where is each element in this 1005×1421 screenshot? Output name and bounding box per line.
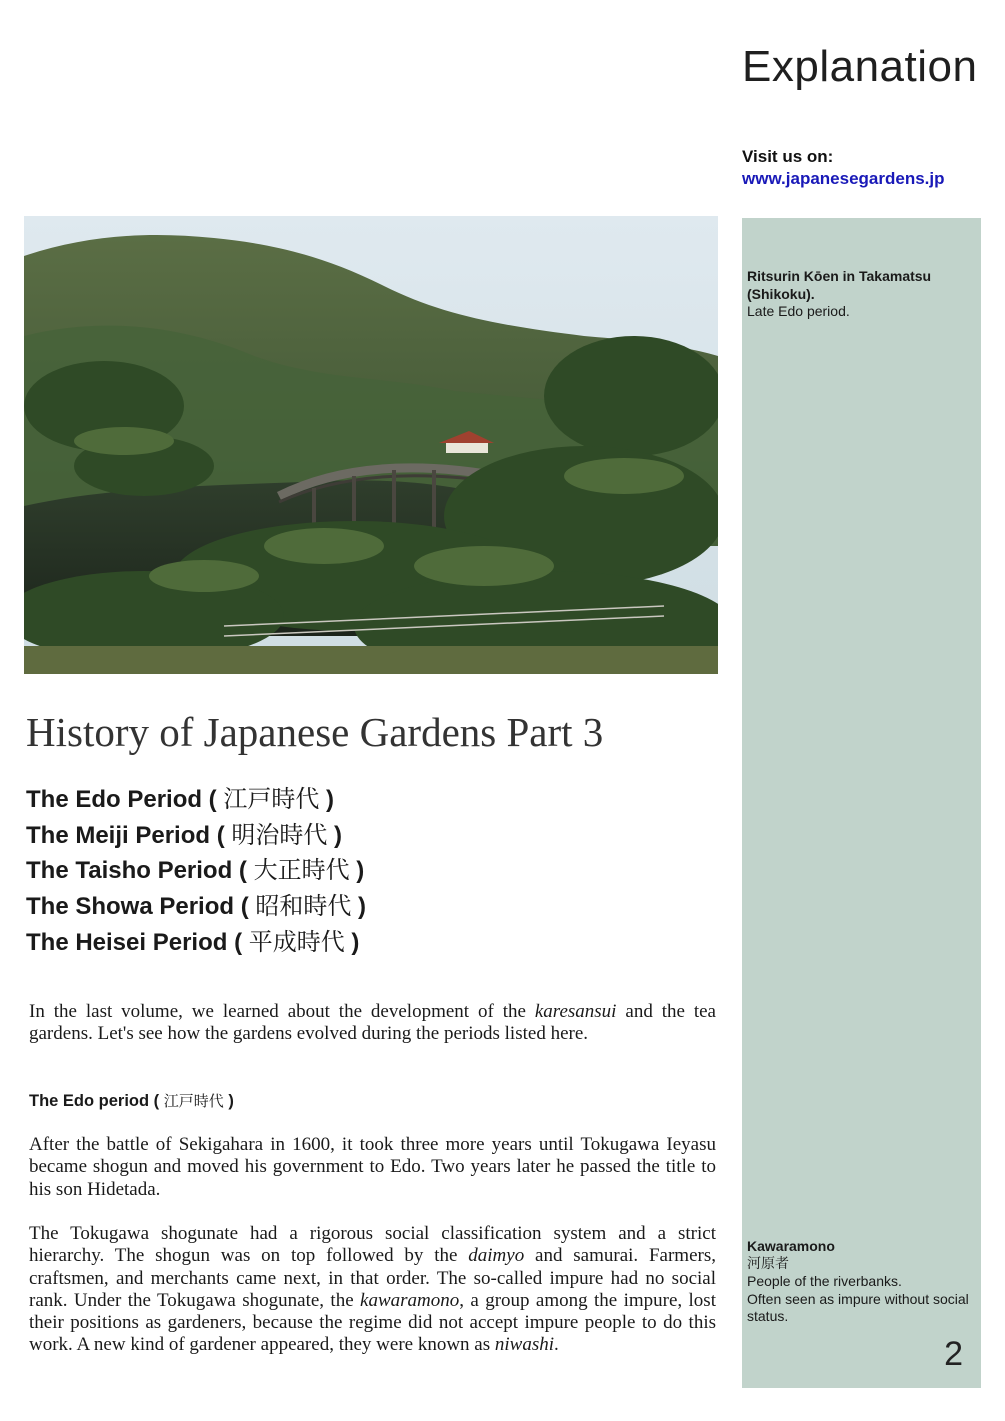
photo-caption-title: Ritsurin Kōen in Takamatsu (Shikoku). (747, 268, 932, 302)
page-number: 2 (944, 1335, 963, 1373)
period-item: The Taisho Period ( 大正時代 ) (26, 856, 365, 885)
visit-block (742, 146, 945, 190)
garden-photo (24, 216, 718, 674)
kawaramono-kanji: 河原者 (747, 1255, 789, 1272)
photo-caption-text: Late Edo period. (747, 303, 850, 319)
photo-caption (747, 268, 972, 321)
period-list (26, 782, 366, 961)
kawaramono-note (747, 1238, 972, 1326)
page-header-title: Explanation (742, 42, 978, 91)
kawaramono-line1: People of the riverbanks. (747, 1273, 902, 1289)
kawaramono-line2: Often seen as impure without social status. (747, 1290, 969, 1324)
kawaramono-title: Kawaramono (747, 1238, 835, 1254)
period-item: The Edo Period ( 江戸時代 ) (26, 785, 335, 813)
period-item: The Heisei Period ( 平成時代 ) (26, 927, 360, 956)
section-heading: The Edo period ( 江戸時代 ) (29, 1092, 234, 1110)
period-item: The Meiji Period ( 明治時代 ) (26, 820, 343, 849)
intro-paragraph: In the last volume, we learned about the development of the karesansui and the tea gardens. Let's see how the gardens evolved during the periods listed here. (29, 1001, 716, 1045)
sidebar-panel (742, 218, 981, 1388)
visit-label: Visit us on: (742, 147, 834, 166)
body-paragraph: After the battle of Sekigahara in 1600, it took three more years until Tokugawa Ieyasu became shogun and moved his government to Edo. Two years later he passed the title to his son Hidetada. (29, 1134, 716, 1200)
body-paragraph: The Tokugawa shogunate had a rigorous social classification system and a strict hierarchy. The shogun was on top followed by the daimyo and samurai. Farmers, craftsmen, and merchants came next, in that order. The so-called impure had no social rank. Under the Tokugawa shogunate, the kawaramono, a group among the impure, lost their positions as gardeners, because the regime did not accept impure people to do this work. A new kind of gardener appeared, they were known as niwashi. (29, 1223, 716, 1356)
period-item: The Showa Period ( 昭和時代 ) (26, 892, 367, 921)
website-link[interactable]: www.japanesegardens.jp (742, 169, 945, 188)
article-title: History of Japanese Gardens Part 3 (26, 709, 604, 755)
